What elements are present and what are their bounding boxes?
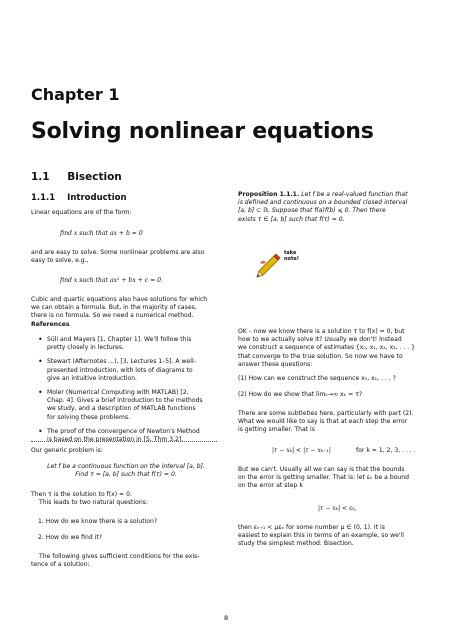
paragraph-3-line: Cubic and quartic equations also have solutions for which: [31, 296, 208, 303]
take-note-label: [284, 250, 299, 262]
subsection-title: Introduction: [67, 193, 127, 203]
reference-line: Stewart (Afternotes ...), [3, Lectures 1–5]. A well-: [47, 358, 196, 366]
references-title: References: [31, 320, 70, 328]
inequality-range: for k = 1, 2, 3, . . . .: [356, 447, 416, 454]
then-line: then εₖ₊₁ < μεₖ for some number μ ∈ (0, 1). It is: [238, 524, 385, 531]
bullet-icon: •: [38, 357, 43, 367]
take-note-line: take: [284, 250, 297, 256]
generic-problem-line: Let f be a continuous function on the interval [a, b].: [47, 463, 205, 470]
paragraph-3-line: there is no formula. So we need a numerical method.: [31, 312, 194, 320]
reference-line: for solving these problems.: [47, 413, 131, 421]
take-note-line: note!: [284, 256, 300, 262]
generic-problem-statement: [31, 463, 221, 479]
paragraph-3: [31, 296, 221, 329]
reference-line: Moler (Numerical Computing with MATLAB) [2,: [47, 389, 189, 397]
subtleties-line: What we would like to say is that at each step the error: [238, 418, 408, 426]
generic-problem-line: Find τ = [a, b] such that f(τ) = 0.: [75, 471, 177, 479]
ok-line: that converge to the true solution. So now we have to: [238, 352, 403, 360]
reference-line: Süli and Mayers [1, Chapter 1]. We'll follow this: [47, 336, 192, 343]
chapter-label: Chapter 1: [31, 85, 120, 104]
subsection-heading: [31, 193, 127, 203]
proposition-line: is defined and continuous on a bounded closed interval: [238, 199, 408, 207]
proposition-line: [a, b] ⊂ ℝ. Suppose that f(a)f(b) ⩽ 0. Then there: [238, 207, 386, 215]
proposition-label: Proposition 1.1.1.: [238, 191, 300, 198]
proposition-block: [238, 191, 428, 224]
questions-line: Then τ is the solution to f(x) = 0.: [31, 491, 132, 498]
reference-item: [38, 358, 218, 383]
question-2: 2. How do we find it?: [38, 534, 103, 541]
but-line: on the error at step k: [238, 482, 303, 490]
subtleties-line: There are some subtleties here, particularly with part (2).: [238, 410, 414, 417]
reference-list: [38, 336, 218, 444]
paragraph-2-line: easy to solve, e.g.,: [31, 257, 89, 265]
reference-line: is based on the presentation in [5, Thm 3.2].: [47, 436, 184, 444]
section-number: 1.1: [31, 171, 50, 183]
paragraph-3-line: we can obtain a formula. But, in the majority of cases,: [31, 304, 197, 312]
questions-intro: [31, 491, 221, 507]
then-paragraph: [238, 524, 428, 549]
then-line: easiest to explain this in terms of an example, so we'll: [238, 532, 404, 540]
ok-line: how to we actually solve it? Usually we don't! Instead: [238, 336, 402, 344]
dotted-divider: [31, 441, 217, 442]
sufficient-conditions-line: tence of a solution:: [31, 561, 90, 569]
ok-line: answer these questions:: [238, 360, 313, 368]
subtleties-paragraph: [238, 410, 428, 435]
section-title: Bisection: [67, 171, 122, 183]
reference-line: give an intuitive introduction.: [47, 374, 137, 382]
inequality-bound: |τ − xₖ| < εₖ,: [318, 505, 357, 512]
section-heading: [31, 171, 122, 183]
chapter-title: Solving nonlinear equations: [31, 119, 374, 144]
equation-quadratic: find x such that ax² + bx + c = 0.: [60, 277, 163, 284]
reference-line: we study, and a description of MATLAB functions: [47, 405, 196, 413]
but-line: But we can't. Usually all we can say is that the bounds: [238, 466, 405, 473]
sufficient-conditions-intro: [31, 553, 221, 569]
reference-line: presented introduction, with lots of diagrams to: [47, 366, 193, 374]
but-line: on the error is getting smaller. That is: let εₖ be a bound: [238, 474, 410, 482]
paragraph-2-line: and are easy to solve. Some nonlinear problems are also: [31, 249, 205, 256]
reference-item: [38, 389, 218, 422]
bullet-icon: •: [38, 426, 43, 436]
ok-line: we construct a sequence of estimates {x₀, x₁, x₂, x₃, . . . }: [238, 344, 415, 352]
proposition-line: Let f be a real-valued function that: [301, 191, 408, 198]
paragraph-2: [31, 249, 221, 265]
intro-text: Linear equations are of the form:: [31, 209, 132, 216]
page-number: 8: [224, 614, 229, 622]
bullet-icon: •: [38, 335, 43, 344]
reference-item: [38, 336, 218, 352]
take-note-icon: [254, 253, 282, 279]
equation-linear: find x such that ax + b = 0: [60, 230, 143, 237]
reference-line: pretty closely in lectures.: [47, 344, 125, 352]
generic-problem-intro: Our generic problem is:: [31, 447, 103, 454]
question-1: 1. How do we know there is a solution?: [38, 518, 158, 525]
ok-paragraph: [238, 328, 428, 369]
inequality-error-decrease: |τ − xₖ| < |τ − xₖ₋₁|: [272, 447, 331, 454]
but-paragraph: [238, 466, 428, 491]
right-question-1: (1) How can we construct the sequence x₀, x₁, . . . ?: [238, 375, 396, 382]
right-question-2: (2) How do we show that limₖ→∞ xₖ = τ?: [238, 391, 363, 398]
subtleties-line: is getting smaller. That is: [238, 426, 315, 434]
reference-line: The proof of the convergence of Newton's Method: [47, 427, 200, 435]
reference-line: Chap. 4]. Gives a brief introduction to the methods: [47, 397, 203, 405]
subsection-number: 1.1.1: [31, 193, 56, 203]
questions-line: This leads to two natural questions:: [39, 499, 148, 507]
sufficient-conditions-line: The following gives sufficient conditions for the exis-: [39, 553, 200, 560]
bullet-icon: •: [38, 388, 43, 398]
then-line: study the simplest method: Bisection.: [238, 540, 354, 548]
ok-line: OK – now we know there is a solution τ to f(x) = 0, but: [238, 328, 405, 335]
proposition-line: exists τ ∈ [a, b] such that f(τ) = 0.: [238, 215, 345, 223]
